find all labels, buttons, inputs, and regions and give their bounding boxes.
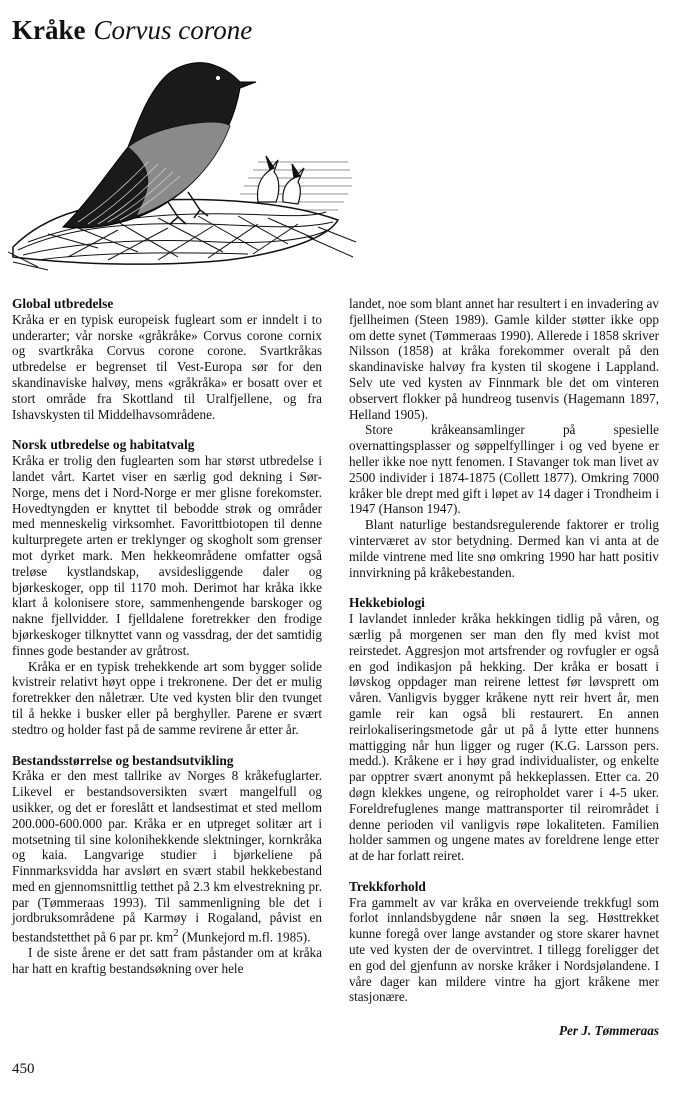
left-column <box>12 296 322 992</box>
section-population-continued <box>349 296 659 580</box>
paragraph: I de siste årene er det satt fram påstander om at kråka har hatt en kraftig bestandsøkning over hele <box>12 945 322 977</box>
right-column <box>349 296 659 1039</box>
section-migration <box>349 879 659 1005</box>
section-global-distribution <box>12 296 322 422</box>
paragraph-text: Kråka er den mest tallrike av Norges 8 kråkefuglarter. Likevel er bestandsoversikten svært mangelfull og usikker, og det er foreslått et landsestimat et sted mellom 200.000-600.000 par. Kråka er en utpreget solitær art i motsetning til sine kolonihekkende slektninger, kornkråka og kaia. Langvarige studier i bjørkeliene på Finnmarksvidda har avslørt en svært stabil hekkebestand med en gjennomsnittlig tetthet på 2.3 km elvestrekning pr. par (Tømmeraas 1993). Til sammenligning ble det i jordbruksområdene på Karmøy i Rogaland, påvist en bestandstetthet på 6 par pr. km <box>12 768 322 945</box>
paragraph: Store kråkeansamlinger på spesielle overnattingsplasser og søppelfyllinger i og ved byene er heller ikke noe nytt fenomen. I Stavanger tok man livet av 2500 individer i 1874-1875 (Collett 1877). Omkring 7000 kråker ble drept med gift i løpet av 14 dager i Trondheim i 1947 (Hanson 1947). <box>349 422 659 517</box>
crow-on-nest-illustration <box>8 52 358 274</box>
paragraph: landet, noe som blant annet har resultert i en invadering av fjellheimen (Steen 1989). Gamle kilder støtter ikke opp om dette synet (Tømmeraas 1990). Allerede i 1858 skriver Nilsson (1858) at kråka forekommer overalt på den skandinaviske halvøy fra kysten til skogene i Lappland. Selv ute ved kysten av Finnmark ble det om vinteren observert flokker på hundreog tusenvis (Hagemann 1897, Helland 1905). <box>349 296 659 422</box>
section-norwegian-distribution <box>12 437 322 737</box>
paragraph: Kråka er en typisk trehekkende art som bygger solide kvistreir relativt høyt oppe i trekronene. Der det er mulig foretrekker den nåletrær. Ute ved kysten blir den tvunget til å hekke i busker eller på berghyller. Parene er svært stedtro og holder fast på de samme revirene år etter år. <box>12 658 322 737</box>
latin-name: Corvus corone <box>93 15 253 45</box>
section-breeding-biology <box>349 595 659 864</box>
common-name: Kråke <box>12 15 86 45</box>
paragraph: Fra gammelt av var kråka en overveiende trekkfugl som forlot innlandsbygdene når snøen la seg. Høsttrekket kunne foregå over lange avstander og store skarer havnet ute ved kysten der de overvintret. I tillegg foreligger det en god del gjenfunn av norske kråker i Nordsjølandene. I våre dager kan mildere vintre ha gjort kråkene mer stasjonære. <box>349 894 659 1005</box>
page-number: 450 <box>12 1061 35 1077</box>
paragraph-text: (Munkejord m.fl. 1985). <box>178 929 311 945</box>
section-heading: Global utbredelse <box>12 296 114 311</box>
author-credit: Per J. Tømmeraas <box>559 1023 659 1039</box>
paragraph: Kråka er trolig den fuglearten som har størst utbredelse i landet vårt. Kartet viser en særlig god dekning i Sør-Norge, mens det i Nord-Norge er mer glisne forekomster. Hovedtyngden er knyttet til bebodde strøk og områder med menneskelig virksomhet. Favorittbiotopen til denne kulturpregete arten er treklynger og skogholt som grenser mot dyrket mark. Men hekkeområdene omfatter også treløse kystlandskap, avsidesliggende daler og bjørkeskoger, opp til 1170 moh. Derimot har kråka ikke klart å kolonisere store, sammenhengende barskoger og nakne fjellvidder. I fjelldalene foretrekker den frodige bjørkeskoger tilknyttet vann og vassdrag, der det samtidig finnes gode bestander av gråtrost. <box>12 453 322 658</box>
paragraph: I lavlandet innleder kråka hekkingen tidlig på våren, og særlig på morgenen ser man den fly med kvist mot reirstedet. Aggresjon mot artsfrender og rovfugler er også en god indikasjon på hekking. Der kråka er bosatt i løvskog oppdager man reirene lettest før løvsprett om våren. Vanligvis bygger kråkene nytt reir hvert år, men gamle reir kan også bli restaurert. En annen reirlokaliseringsmetode går ut på å lytte etter hunnens mattigging når hun ligger og ruger (K.G. Larsson pers. medd.). Kråkene er i høy grad individualister, og enkelte par opptrer svært anonymt på hekkeplassen. Etter ca. 20 døgn klekkes ungene, og reiropholdet varer i 4-5 uker. Foreldrefuglenes mange mattransporter til reirområdet i denne perioden vil vanligvis røpe lokaliteten. Familien holder sammen og ungene mates av foreldrene lenge etter at de har forlatt reiret. <box>349 611 659 864</box>
section-heading: Bestandsstørrelse og bestandsutvikling <box>12 752 234 768</box>
section-heading: Hekkebiologi <box>349 595 425 611</box>
paragraph: Kråka er en typisk europeisk fugleart som er inndelt i to underarter; vår norske «gråkråke» Corvus corone cornix og svartkråka Corvus corone corone. Svartkråkas utbredelse er begrenset til Vest-Europa sør for den skandinaviske halvøy, mens «gråkråka» er bosatt over et stort område fra Skottland til Uralfjellene, og fra Ishavskysten til Middelhavsområdene. <box>12 311 322 422</box>
page-title <box>12 14 252 46</box>
paragraph <box>12 768 322 945</box>
section-heading: Trekkforhold <box>349 878 426 894</box>
paragraph: Blant naturlige bestandsregulerende faktorer er trolig vinterværet av stor betydning. Dermed kan vi anta at de milde vintrene med lite snø omkring 1990 har hatt positiv innvirkning på kråkebestanden. <box>349 517 659 580</box>
section-heading: Norsk utbredelse og habitatvalg <box>12 437 195 453</box>
section-population <box>12 753 322 978</box>
superscript: 2 <box>173 927 179 940</box>
